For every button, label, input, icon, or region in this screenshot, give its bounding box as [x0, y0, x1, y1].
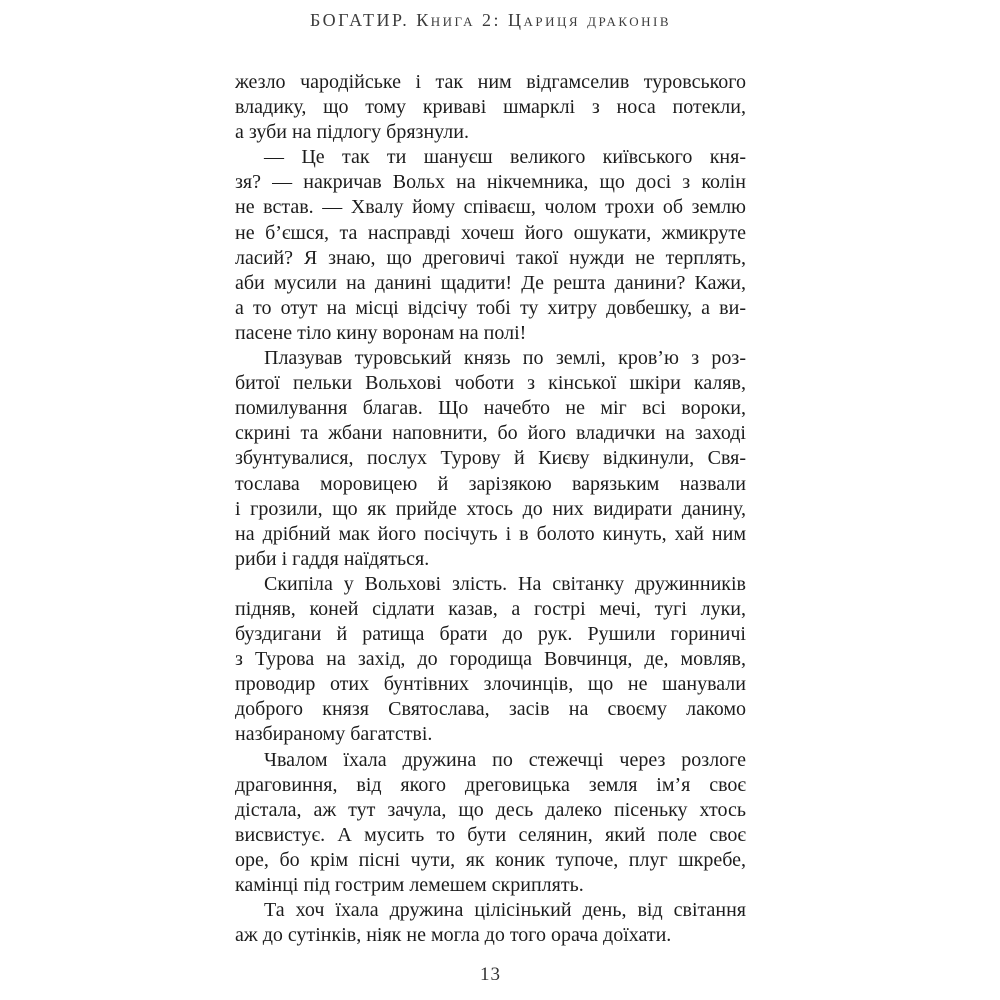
text-line: на дрібний мак його посічуть і в болото кинуть, хай ним [235, 522, 746, 545]
text-line: а то отут на місці відсічу тобі ту хитру довбешку, а ви- [235, 296, 746, 319]
text-line: Скипіла у Вольхові злість. На світанку дружинників [264, 572, 746, 595]
text-line: драговиння, від якого дреговицька земля ім’я своє [235, 773, 746, 796]
text-line: проводир отих бунтівних злочинців, що не шанували [235, 673, 746, 696]
text-line: аж до сутінків, ніяк не могла до того орача доїхати. [235, 924, 672, 947]
text-line: підняв, коней сідлати казав, а гострі мечі, тугі луки, [235, 597, 746, 620]
paragraph [235, 572, 746, 748]
text-line: збунтувалися, послух Турову й Києву відкинули, Свя- [235, 447, 746, 470]
text-line: битої пельки Вольхові чоботи з кінської шкіри каляв, [235, 372, 746, 395]
text-line: не встав. — Хвалу йому співаєш, чолом трохи об землю [235, 196, 746, 219]
text-line: не б’єшся, та насправді хочеш його ошукати, жмикруте [235, 221, 746, 244]
text-line: оре, бо крім пісні чути, як коник тупоче, плуг шкребе, [235, 848, 746, 871]
text-line: Чвалом їхала дружина по стежечці через розлоге [264, 748, 746, 771]
page-number: 13 [480, 964, 501, 985]
text-line: владику, що тому криваві шмарклі з носа потекли, [235, 96, 746, 119]
text-line: помилування благав. Що начебто не міг всі вороки, [235, 397, 746, 420]
text-line: аби мусили на данині щадити! Де решта данини? Кажи, [235, 271, 746, 294]
text-line: ласий? Я знаю, що дреговичі такої нужди не терплять, [235, 246, 746, 269]
text-line: а зуби на підлогу брязнули. [235, 121, 469, 144]
paragraph [235, 898, 746, 948]
text-line: дістала, аж тут зачула, що десь далеко пісеньку хтось [235, 798, 746, 821]
text-line: зя? — накричав Вольх на нікчемника, що досі з колін [235, 171, 746, 194]
text-line: риби і гаддя наїдяться. [235, 547, 430, 570]
text-line: з Турова на захід, до городища Вовчинця, де, мовляв, [235, 648, 746, 671]
text-line: Та хоч їхала дружина цілісінький день, від світання [264, 899, 746, 922]
text-line: висвистує. А мусить то бути селянин, який поле своє [235, 823, 746, 846]
text-line: камінці під гострим лемешем скриплять. [235, 874, 584, 896]
text-line: скрині та жбани наповнити, бо його владички на заході [235, 422, 746, 445]
running-header: БОГАТИР. Книга 2: Цариця драконів [309, 10, 672, 30]
paragraph [235, 346, 746, 572]
text-line: пасене тіло кину воронам на полі! [235, 321, 527, 344]
text-line: жезло чародійське і так ним відгамселив туровського [235, 71, 746, 93]
text-line: буздигани й ратища брати до рук. Рушили гориничі [235, 623, 746, 646]
paragraph [235, 145, 746, 346]
text-line: і грозили, що як прийде хтось до них видирати данину, [235, 497, 746, 520]
text-line: тослава моровицею й зарізякою варязьким назвали [235, 472, 746, 495]
paragraph [235, 70, 746, 145]
text-line: Плазував туровський князь по землі, кров’ю з роз- [264, 347, 746, 370]
text-line: доброго князя Святослава, засів на своєму лакомо [235, 698, 746, 721]
text-block [235, 70, 746, 948]
paragraph [235, 748, 746, 899]
text-line: — Це так ти шануєш великого київського кня- [264, 146, 746, 169]
text-line: назбираному багатстві. [235, 723, 433, 746]
